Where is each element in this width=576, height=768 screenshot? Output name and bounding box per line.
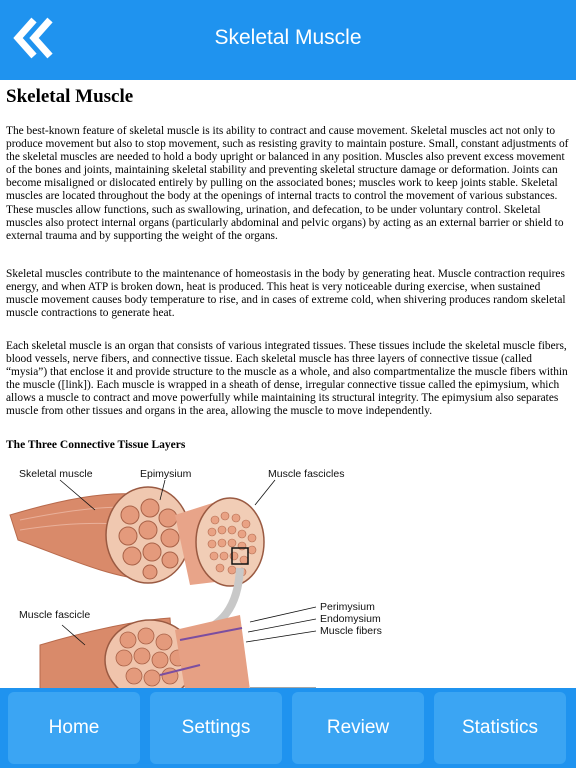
label-muscle-fascicle: Muscle fascicle [19, 609, 91, 621]
tab-settings[interactable]: Settings [150, 692, 282, 764]
article-content[interactable] [0, 80, 576, 688]
app-header [0, 0, 576, 80]
paragraph-2: Skeletal muscles contribute to the maintenance of homeostasis in the body by generating heat. Muscle contraction requires energy, and when ATP is broken down, heat is produced. This heat is very noticeable during exercise, when sustained muscle movement causes body temperature to rise, and in cases of extreme cold, when shivering produces random skeletal muscle contractions to generate heat. [6, 268, 566, 320]
header-title: Skeletal Muscle [214, 26, 362, 49]
figure-title: The Three Connective Tissue Layers [6, 439, 186, 451]
bottom-tab-bar [0, 688, 576, 768]
page-title: Skeletal Muscle [6, 86, 134, 107]
paragraph-3: Each skeletal muscle is an organ that consists of various integrated tissues. These tissues include the skeletal muscle fibers, blood vessels, nerve fibers, and connective tissue. Each skeletal muscle has three layers of connective tissue (called “mysia”) that enclose it and provide structure to the muscle as a whole, and also compartmentalize the muscle fibers within the muscle ([link]). Each muscle is wrapped in a sheath of dense, irregular connective tissue called the epimysium, which allows a muscle to contract and move powerfully while maintaining its structural integrity. The epimysium also separates muscle from other tissues and organs in the area, allowing the muscle to move independently. [6, 340, 568, 418]
tab-home[interactable]: Home [8, 692, 140, 764]
label-skeletal-muscle: Skeletal muscle [19, 468, 93, 480]
label-muscle-fascicles: Muscle fascicles [268, 468, 345, 480]
label-perimysium: Perimysium [320, 601, 375, 613]
muscle-illustration [0, 460, 576, 688]
label-epimysium: Epimysium [140, 468, 192, 480]
paragraph-1: The best-known feature of skeletal muscle is its ability to contract and cause movement. Skeletal muscles act not only to produce movement but also to stop movement, such as resisting gravity to maintain posture. Small, constant adjustments of the skeletal muscles are needed to hold a body upright or balanced in any position. Muscles also prevent excess movement of the bones and joints, maintaining skeletal stability and preventing skeletal structure damage or deformation. Joints can become misaligned or dislocated entirely by pulling on the associated bones; muscles work to keep joints stable. Skeletal muscles are located throughout the body at the openings of internal tracts to control the movement of various substances. These muscles allow functions, such as swallowing, urination, and defecation, to be under voluntary control. Skeletal muscles also protect internal organs (particularly abdominal and pelvic organs) by acting as an external barrier or shield to external trauma and by supporting the weight of the organs. [6, 125, 569, 242]
label-endomysium: Endomysium [320, 613, 381, 625]
connective-tissue-figure [0, 460, 576, 688]
label-muscle-fibers: Muscle fibers [320, 625, 382, 637]
tab-review[interactable]: Review [292, 692, 424, 764]
tab-statistics[interactable]: Statistics [434, 692, 566, 764]
